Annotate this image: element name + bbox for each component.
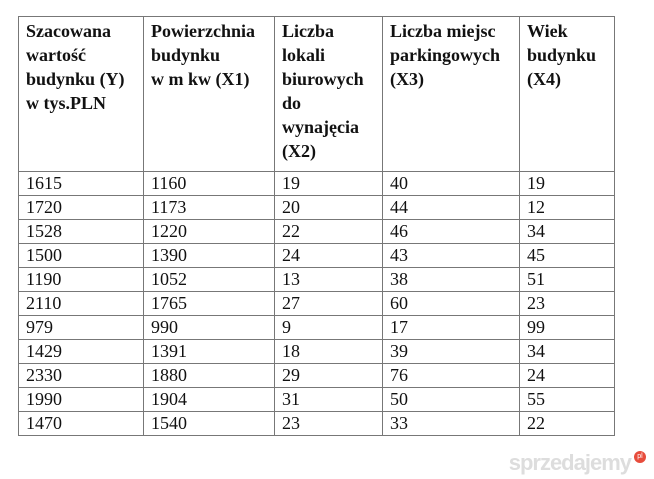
column-header: [275, 17, 383, 172]
header-line: budynku: [527, 45, 597, 65]
watermark-logo: sprzedajemy: [508, 450, 631, 475]
table-cell: 979: [19, 316, 144, 340]
table-cell: 40: [383, 172, 520, 196]
header-line: Liczba miejsc: [390, 21, 496, 41]
table-cell: 33: [383, 412, 520, 436]
table-cell: 17: [383, 316, 520, 340]
table-cell: 27: [275, 292, 383, 316]
table-cell: 20: [275, 196, 383, 220]
column-header: [144, 17, 275, 172]
column-header: [19, 17, 144, 172]
table-cell: 990: [144, 316, 275, 340]
table-cell: 1500: [19, 244, 144, 268]
header-line: w tys.PLN: [26, 93, 106, 113]
header-row: [19, 17, 615, 172]
column-header: [520, 17, 615, 172]
table-cell: 1160: [144, 172, 275, 196]
table-cell: 22: [520, 412, 615, 436]
table-cell: 23: [520, 292, 615, 316]
table-cell: 1720: [19, 196, 144, 220]
watermark: [509, 451, 646, 475]
table-cell: 99: [520, 316, 615, 340]
header-line: Liczba: [282, 21, 334, 41]
table-cell: 1390: [144, 244, 275, 268]
table-row: [19, 340, 615, 364]
table-cell: 38: [383, 268, 520, 292]
table-cell: 1765: [144, 292, 275, 316]
table-cell: 44: [383, 196, 520, 220]
column-header: [383, 17, 520, 172]
table-cell: 76: [383, 364, 520, 388]
table-cell: 1990: [19, 388, 144, 412]
table-cell: 1429: [19, 340, 144, 364]
table-row: [19, 220, 615, 244]
table-cell: 1391: [144, 340, 275, 364]
table-cell: 31: [275, 388, 383, 412]
table-cell: 45: [520, 244, 615, 268]
table-row: [19, 316, 615, 340]
header-line: parkingowych: [390, 45, 501, 65]
header-line: do: [282, 93, 302, 113]
table-cell: 1528: [19, 220, 144, 244]
table-cell: 24: [275, 244, 383, 268]
header-line: budynku (Y): [26, 69, 125, 89]
table-row: [19, 172, 615, 196]
table-cell: 46: [383, 220, 520, 244]
table-row: [19, 388, 615, 412]
table-cell: 29: [275, 364, 383, 388]
table-cell: 1904: [144, 388, 275, 412]
table-cell: 55: [520, 388, 615, 412]
data-table: [18, 16, 615, 436]
table-cell: 22: [275, 220, 383, 244]
table-cell: 51: [520, 268, 615, 292]
header-line: wynajęcia: [282, 117, 359, 137]
table-row: [19, 412, 615, 436]
header-line: lokali: [282, 45, 326, 65]
header-line: (X3): [390, 69, 424, 89]
table-row: [19, 268, 615, 292]
table-cell: 2110: [19, 292, 144, 316]
header-line: Szacowana: [26, 21, 111, 41]
table-cell: 1220: [144, 220, 275, 244]
table-cell: 19: [275, 172, 383, 196]
table-row: [19, 244, 615, 268]
table-row: [19, 292, 615, 316]
table-cell: 60: [383, 292, 520, 316]
table-row: [19, 196, 615, 220]
table-cell: 34: [520, 340, 615, 364]
table-cell: 1880: [144, 364, 275, 388]
table-cell: 50: [383, 388, 520, 412]
table-cell: 39: [383, 340, 520, 364]
header-line: Powierzchnia: [151, 21, 255, 41]
table-cell: 1540: [144, 412, 275, 436]
table-cell: 24: [520, 364, 615, 388]
table-cell: 23: [275, 412, 383, 436]
table-cell: 12: [520, 196, 615, 220]
table-cell: 19: [520, 172, 615, 196]
header-line: biurowych: [282, 69, 364, 89]
table-cell: 1052: [144, 268, 275, 292]
table-cell: 13: [275, 268, 383, 292]
header-line: (X4): [527, 69, 561, 89]
header-line: w m kw (X1): [151, 69, 250, 89]
table-cell: 1470: [19, 412, 144, 436]
header-line: (X2): [282, 141, 316, 161]
watermark-badge: pl: [634, 451, 646, 463]
header-line: Wiek: [527, 21, 568, 41]
table-cell: 1615: [19, 172, 144, 196]
table-cell: 1173: [144, 196, 275, 220]
table-cell: 43: [383, 244, 520, 268]
table-row: [19, 364, 615, 388]
table-cell: 1190: [19, 268, 144, 292]
table-cell: 9: [275, 316, 383, 340]
table-cell: 18: [275, 340, 383, 364]
table-cell: 2330: [19, 364, 144, 388]
header-line: budynku: [151, 45, 221, 65]
table-cell: 34: [520, 220, 615, 244]
header-line: wartość: [26, 45, 86, 65]
